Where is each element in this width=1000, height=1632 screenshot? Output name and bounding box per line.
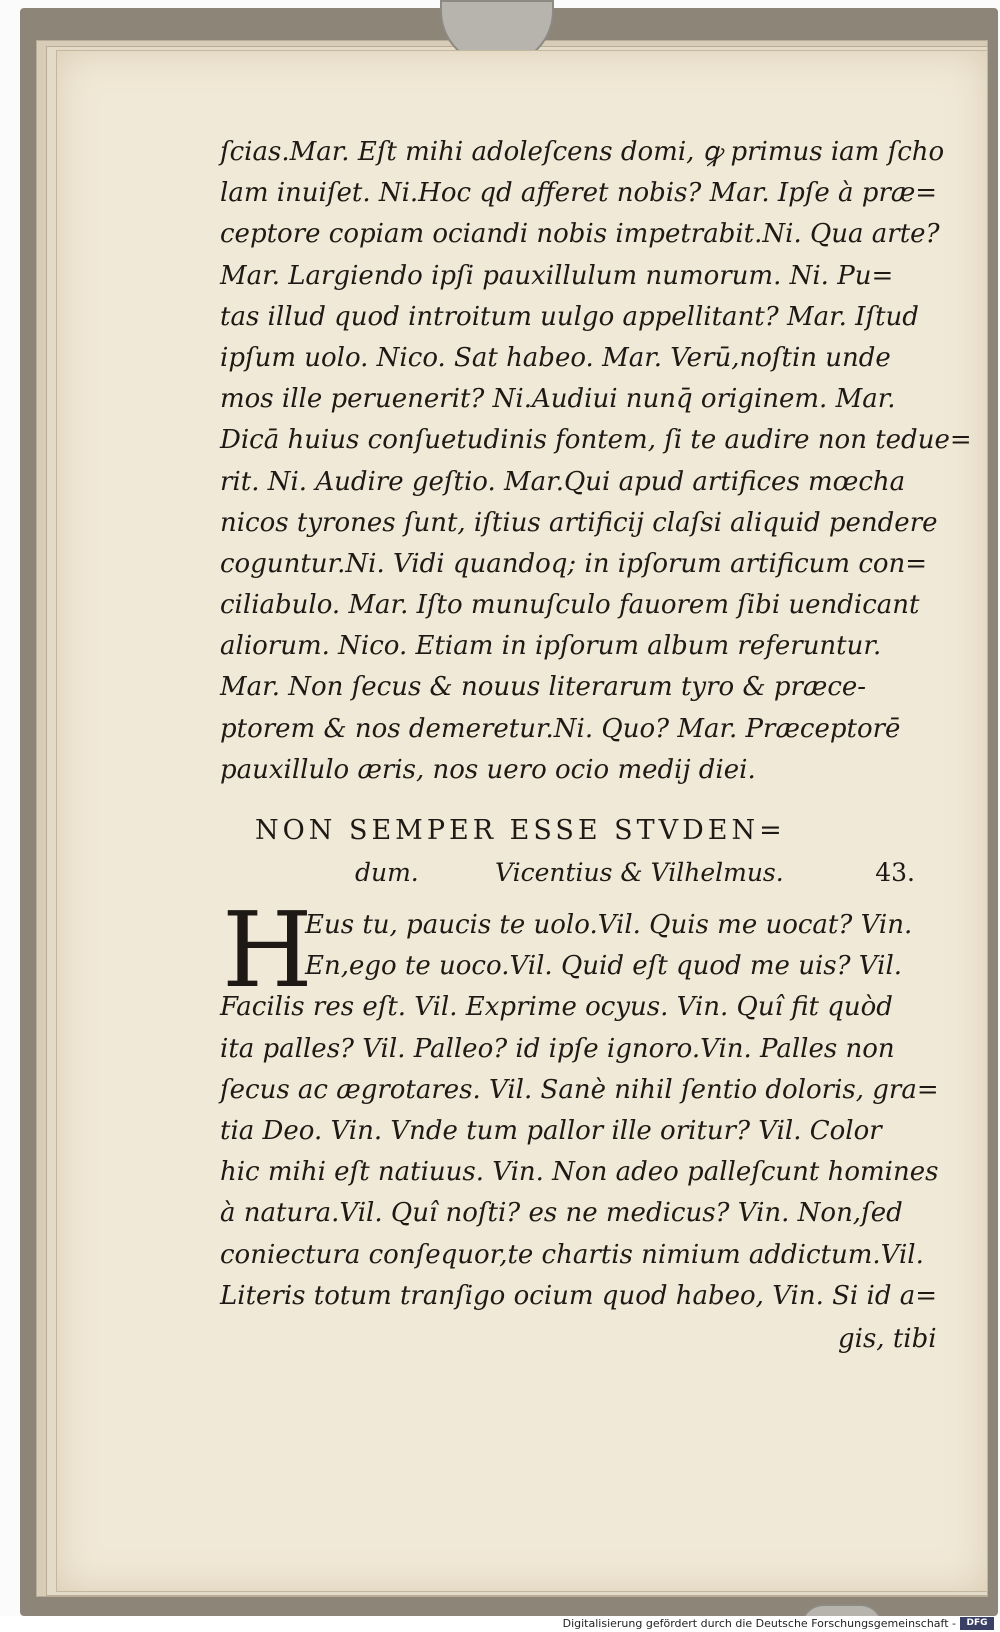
text-line: Eus tu, paucis te uolo.Vil. Quis me uocat? Vin. [305,910,913,940]
text-line: En,ego te uoco.Vil. Quid eſt quod me uis? Vil. [305,951,903,982]
text-line: Mar. Non ſecus & nouus literarum tyro & præce- [220,672,867,703]
text-line: Mar. Largiendo ipſi pauxillulum numorum. Ni. Pu= [220,260,894,291]
text-line: à natura.Vil. Quî noſti? es ne medicus? Vin. Non,ſed [220,1198,903,1229]
dialogue-number: 43. [875,858,915,887]
subheading-speakers: Vicentius & Vilhelmus. [495,858,784,887]
text-line: ita palles? Vil. Palleo? id ipſe ignoro.Vin. Palles non [220,1033,895,1064]
text-line: ſcias.Mar. Eſt mihi adoleſcens domi, ꝙ primus iam ſcho [220,137,945,167]
text-line: coguntur.Ni. Vidi quandoq; in ipſorum artificum con= [220,548,928,579]
drop-initial: H [222,889,313,1011]
text-line: Literis totum tranſigo ocium quod habeo, Vin. Si id a= [220,1280,938,1311]
subheading-continuation: dum. [355,858,419,887]
text-line: hic mihi eſt natiuus. Vin. Non adeo palleſcunt homines [220,1157,939,1188]
text-line: tas illud quod introitum uulgo appellitant? Mar. Iſtud [220,301,919,332]
text-line: ciliabulo. Mar. Iſto munuſculo fauorem ſibi uendicant [220,590,920,621]
body-text-top [220,132,972,791]
text-line: nicos tyrones ſunt, iſtius artificij claſsi aliquid pendere [220,507,938,538]
catchword: gis, tibi [838,1324,937,1354]
text-line: mos ille peruenerit? Ni.Audiui nunq̄ originem. Mar. [220,384,896,415]
text-line: lam inuiſet. Ni.Hoc qd afferet nobis? Mar. Ipſe à præ= [220,178,938,209]
text-line: rit. Ni. Audire geſtio. Mar.Qui apud artifices mœcha [220,466,906,497]
text-line: tia Deo. Vin. Vnde tum pallor ille oritur? Vil. Color [220,1115,882,1146]
text-line: ptorem & nos demeretur.Ni. Quo? Mar. Præceptorē [220,713,901,744]
funding-credit: Digitalisierung gefördert durch die Deutsche Forschungsgemeinschaft - [562,1617,956,1630]
section-heading: NON SEMPER ESSE STVDEN= [255,815,786,846]
body-text-bottom [220,905,939,1317]
text-line: Facilis res eſt. Vil. Exprime ocyus. Vin. Quî fit quòd [220,992,893,1023]
section-subheading [355,858,915,887]
text-line: ſecus ac ægrotares. Vil. Sanè nihil ſentio doloris, gra= [220,1074,939,1105]
text-line: ipſum uolo. Nico. Sat habeo. Mar. Verū,noſtin unde [220,342,891,373]
dfg-logo-icon: DFG [960,1617,994,1630]
text-line: Dicā huius conſuetudinis fontem, ſi te audire non tedue= [220,425,972,456]
text-line: ceptore copiam ociandi nobis impetrabit.Ni. Qua arte? [220,219,940,250]
text-line: aliorum. Nico. Etiam in ipſorum album referuntur. [220,631,882,662]
footer-bar [0,1616,1000,1632]
text-line: pauxillulo æris, nos uero ocio medij diei. [220,754,756,785]
text-line: coniectura conſequor,te chartis nimium addictum.Vil. [220,1239,924,1270]
